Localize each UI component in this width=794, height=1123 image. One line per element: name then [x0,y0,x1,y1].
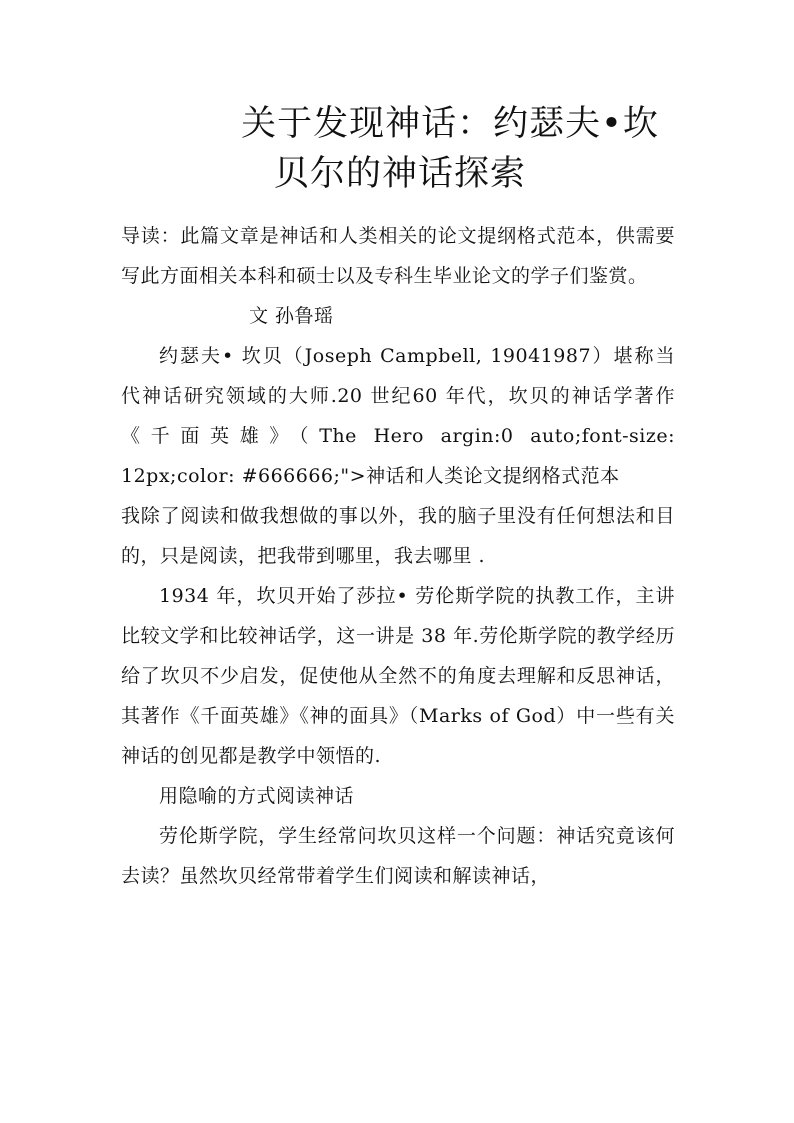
section-heading: 用隐喻的方式阅读神话 [159,785,355,807]
document-title-line-1: 关于发现神话：约瑟夫•坎 [241,104,659,144]
body-paragraph-3: 1934 年，坎贝开始了莎拉• 劳伦斯学院的执教工作，主讲比较文学和比较神话学，这一讲是 38 年.劳伦斯学院的教学经历给了坎贝不少启发，促使他从全然不的角度去理解和反思神话，其著作《千面英雄》《神的面具》（Marks of God）中一些有关神话的创见都是教学中领悟的. [121,585,675,767]
author-line: 文 孙鲁瑶 [249,305,334,327]
body-paragraph-1: 约瑟夫• 坎贝（Joseph Campbell, 19041987）堪称当代神话研究领域的大师.20 世纪60 年代，坎贝的神话学著作《千面英雄》（The Hero argin:0 auto;font-size: 12px;color: #666666;">神话和人类论文提纲格式范本 [121,345,675,487]
document-body [121,216,675,896]
body-paragraph-4: 劳伦斯学院，学生经常问坎贝这样一个问题：神话究竟该何去读？虽然坎贝经常带着学生们阅读和解读神话， [121,825,675,887]
body-paragraph-2: 我除了阅读和做我想做的事以外，我的脑子里没有任何想法和目的，只是阅读，把我带到哪里，我去哪里 . [121,505,675,567]
document-title-line-2: 贝尔的神话探索 [273,154,526,194]
intro-paragraph: 导读：此篇文章是神话和人类相关的论文提纲格式范本，供需要写此方面相关本科和硕士以及专科生毕业论文的学子们鉴赏。 [121,225,675,287]
